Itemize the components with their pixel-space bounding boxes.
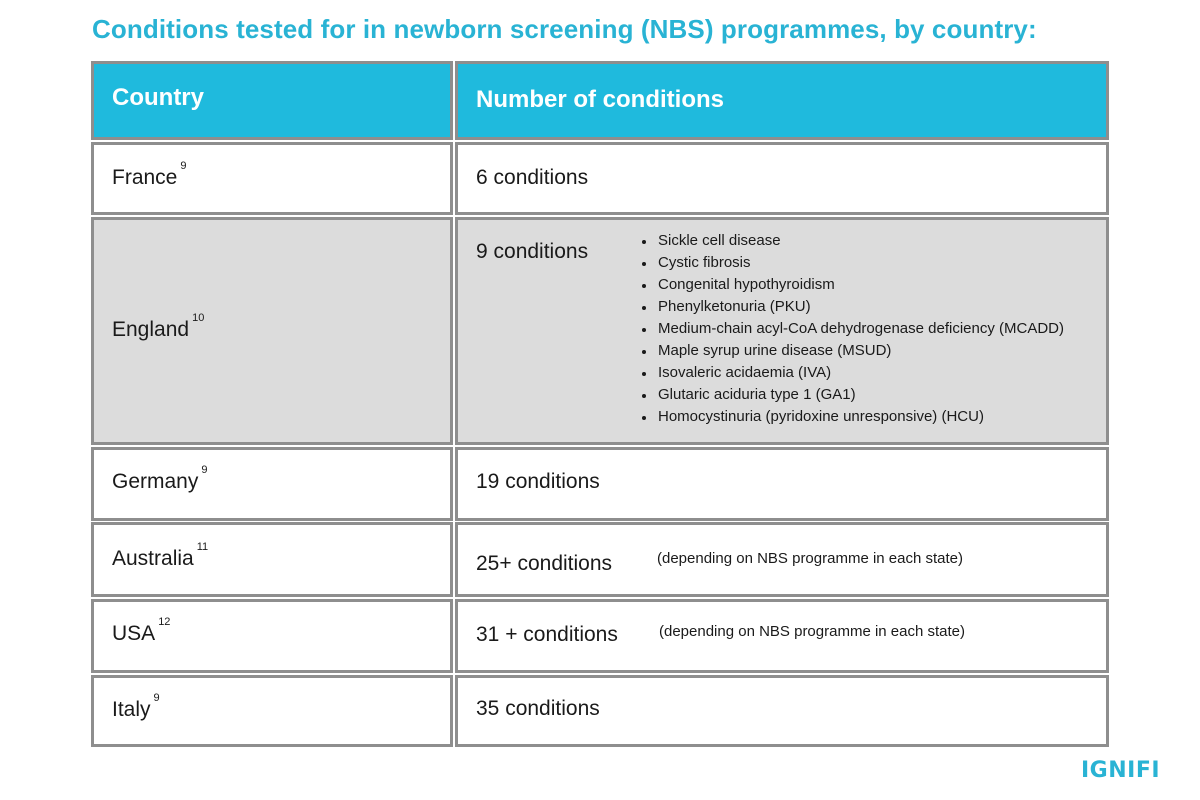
page-title: Conditions tested for in newborn screening (NBS) programmes, by country:	[92, 14, 1037, 44]
table-row-usa-country	[91, 599, 453, 673]
table-row-italy-country	[91, 675, 453, 747]
condition-count: 19 conditions	[476, 470, 600, 493]
country-name: Germany $^9$	[112, 464, 208, 493]
country-name: USA $^{12}$	[112, 616, 171, 645]
table-row-australia-conditions	[455, 522, 1109, 597]
reference-number: 9	[201, 464, 208, 476]
list-item: Congenital hypothyroidism	[640, 274, 1064, 296]
table-row-germany-conditions	[455, 447, 1109, 521]
condition-count: 35 conditions	[476, 697, 600, 720]
table-row-italy-conditions	[455, 675, 1109, 747]
table-row-england-country	[91, 217, 453, 445]
condition-count: 9 conditions	[476, 240, 589, 263]
list-item: Isovaleric acidaemia (IVA)	[640, 362, 1064, 384]
reference-number: 11	[196, 541, 209, 553]
reference-number: 9	[153, 692, 160, 704]
table-row-france-country	[91, 142, 453, 215]
ignifi-logo: IGNIFI	[1081, 758, 1161, 783]
list-item: Maple syrup urine disease (MSUD)	[640, 340, 1064, 362]
conditions-list	[640, 230, 1064, 428]
table-row-australia-country	[91, 522, 453, 597]
table-row-france-conditions	[455, 142, 1109, 215]
list-item: Glutaric aciduria type 1 (GA1)	[640, 384, 1064, 406]
condition-count: 25+ conditions	[476, 552, 613, 575]
list-item: Sickle cell disease	[640, 230, 1064, 252]
header-cell-country	[91, 61, 453, 140]
condition-count: 31 + conditions	[476, 623, 618, 646]
reference-number: 9	[180, 160, 187, 172]
country-name: England $^{10}$	[112, 312, 205, 341]
table-row-usa-conditions	[455, 599, 1109, 673]
country-name: France $^9$	[112, 160, 187, 189]
reference-number: 12	[158, 616, 171, 628]
header-conditions-label: Number of conditions	[476, 86, 724, 113]
list-item: Cystic fibrosis	[640, 252, 1064, 274]
condition-note: (depending on NBS programme in each state)	[657, 550, 964, 567]
reference-number: 10	[192, 312, 205, 324]
condition-count: 6 conditions	[476, 166, 589, 189]
list-item: Homocystinuria (pyridoxine unresponsive) (HCU)	[640, 406, 1064, 428]
condition-note: (depending on NBS programme in each state)	[659, 623, 966, 640]
table-row-england-conditions	[455, 217, 1109, 445]
header-cell-conditions	[455, 61, 1109, 140]
list-item: Medium-chain acyl-CoA dehydrogenase deficiency (MCADD)	[640, 318, 1064, 340]
country-name: Italy $^9$	[112, 692, 160, 721]
list-item: Phenylketonuria (PKU)	[640, 296, 1064, 318]
table-row-germany-country	[91, 447, 453, 521]
header-country-label: Country	[112, 84, 204, 111]
country-name: Australia $^{11}$	[112, 541, 209, 570]
